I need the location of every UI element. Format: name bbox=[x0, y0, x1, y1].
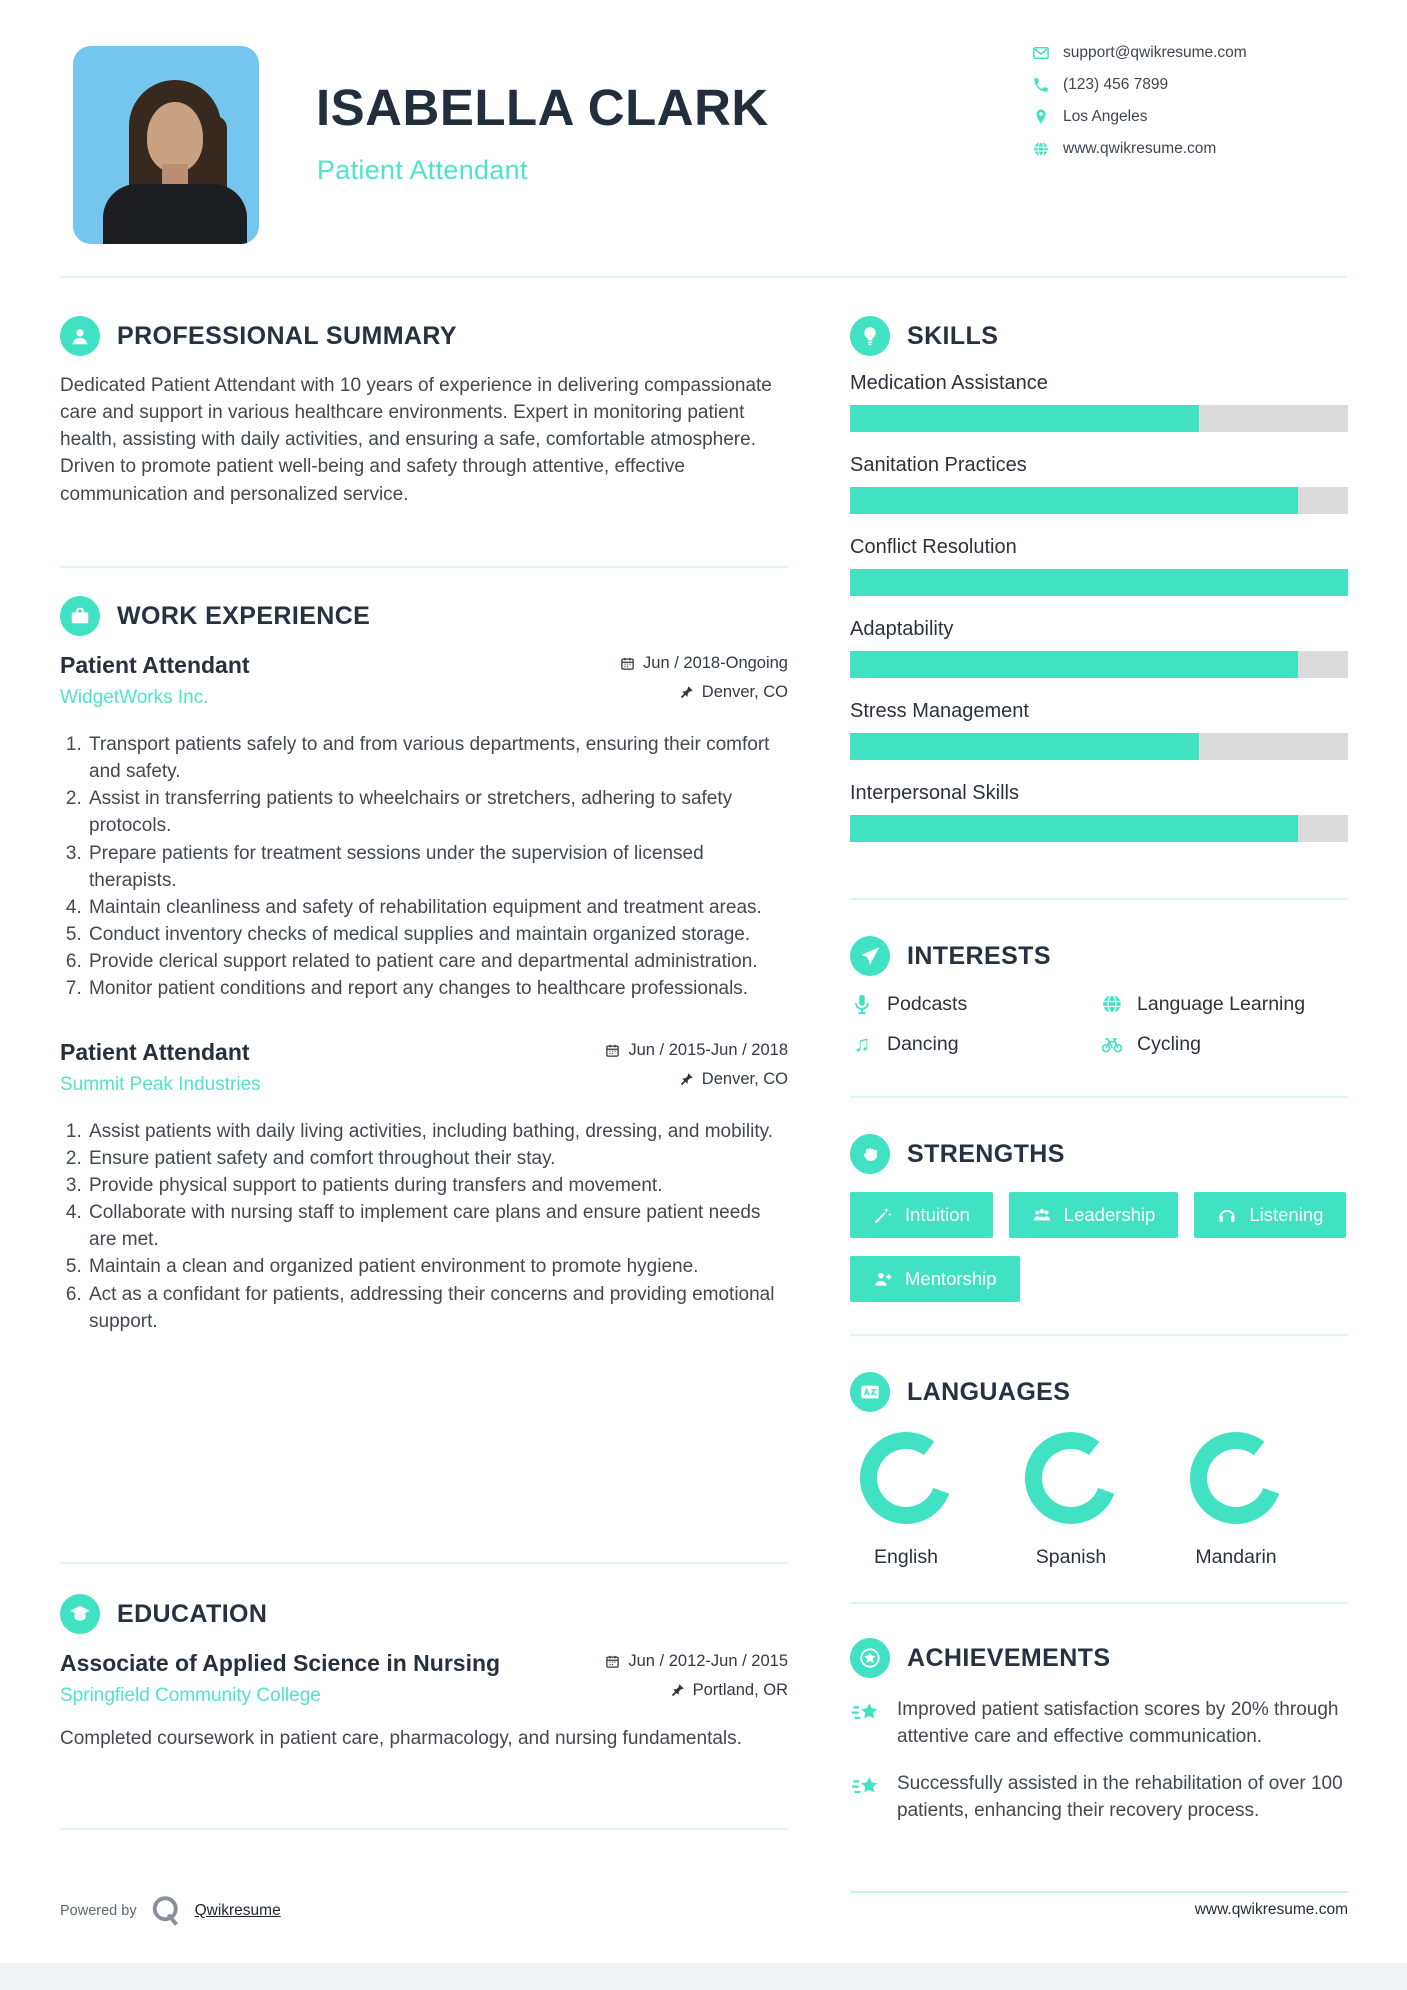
strengths-section-header bbox=[850, 1134, 1348, 1174]
summary-section-header bbox=[60, 316, 788, 356]
divider bbox=[850, 1096, 1348, 1098]
skill-bar-track bbox=[850, 815, 1348, 842]
pushpin-icon bbox=[679, 685, 694, 700]
strength-label: Listening bbox=[1249, 1204, 1324, 1225]
footer-website-url: www.qwikresume.com bbox=[1194, 1901, 1348, 1918]
job-entry bbox=[60, 1039, 788, 1335]
job-bullet: 7. Monitor patient conditions and report any changes to healthcare professionals. bbox=[87, 975, 788, 1002]
achievements-title: ACHIEVEMENTS bbox=[907, 1643, 1111, 1672]
section-achievements bbox=[850, 1638, 1348, 1825]
interest-label: Dancing bbox=[887, 1032, 959, 1055]
language-item bbox=[1025, 1432, 1117, 1569]
job-bullet-list bbox=[60, 1118, 788, 1335]
contact-location-text: Los Angeles bbox=[1063, 108, 1148, 125]
footer-divider bbox=[850, 1891, 1348, 1893]
job-bullet: 2. Ensure patient safety and comfort throughout their stay. bbox=[87, 1145, 788, 1172]
education-meta bbox=[605, 1652, 788, 1700]
skill-item bbox=[850, 782, 1348, 842]
job-bullet: 5. Conduct inventory checks of medical supplies and maintain organized storage. bbox=[87, 921, 788, 948]
skill-label: Adaptability bbox=[850, 618, 954, 640]
skill-bar-fill bbox=[850, 733, 1199, 760]
job-bullet: 2. Assist in transferring patients to wheelchairs or stretchers, adhering to safety protocols. bbox=[87, 785, 788, 839]
divider bbox=[60, 566, 788, 568]
language-progress-ring bbox=[1025, 1432, 1117, 1524]
education-date: Jun / 2012-Jun / 2015 bbox=[628, 1652, 788, 1670]
skill-bar-fill bbox=[850, 651, 1298, 678]
lightbulb-icon bbox=[850, 316, 890, 356]
skill-bar-track bbox=[850, 651, 1348, 678]
job-location-row bbox=[679, 683, 788, 702]
strength-label: Mentorship bbox=[905, 1268, 997, 1289]
skill-bar-track bbox=[850, 487, 1348, 514]
contact-phone-text: (123) 456 7899 bbox=[1063, 76, 1169, 93]
language-progress-ring bbox=[860, 1432, 952, 1524]
education-entry bbox=[60, 1650, 788, 1752]
achievement-text: Improved patient satisfaction scores by 20% through attentive care and effective communication. bbox=[897, 1699, 1339, 1748]
skill-bar-track bbox=[850, 733, 1348, 760]
achievement-item bbox=[850, 1770, 1348, 1824]
calendar-icon bbox=[605, 1654, 620, 1669]
job-bullet: 6. Act as a confidant for patients, addressing their concerns and providing emotional support. bbox=[87, 1281, 788, 1335]
strength-chip bbox=[850, 1256, 1020, 1302]
ring-hole bbox=[877, 1449, 935, 1507]
contact-email-text: support@qwikresume.com bbox=[1063, 44, 1247, 61]
job-bullet: 4. Maintain cleanliness and safety of rehabilitation equipment and treatment areas. bbox=[87, 894, 788, 921]
globe-icon bbox=[1100, 992, 1124, 1016]
fist-icon bbox=[850, 1134, 890, 1174]
job-bullet: 3. Provide physical support to patients during transfers and movement. bbox=[87, 1172, 788, 1199]
strength-chip bbox=[850, 1192, 993, 1238]
footer-powered-by bbox=[60, 1893, 281, 1929]
graduation-cap-icon bbox=[60, 1594, 100, 1634]
job-location: Denver, CO bbox=[701, 1069, 788, 1088]
location-pin-icon bbox=[1032, 108, 1050, 126]
star-medal-icon bbox=[850, 1638, 890, 1678]
qwikresume-logo-icon bbox=[148, 1893, 184, 1929]
summary-text: Dedicated Patient Attendant with 10 years of experience in delivering compassionate care and support in various healthcare environments. Expert in monitoring patient health, assisting with daily activities, and ensuring a safe, comfortable atmosphere. Driven to promote patient well-being and safety through attentive, effective communication and personalized service. bbox=[60, 375, 772, 505]
language-item bbox=[860, 1432, 952, 1569]
interests-title: INTERESTS bbox=[907, 941, 1051, 970]
translate-icon bbox=[850, 1372, 890, 1412]
achievements-list bbox=[850, 1696, 1348, 1825]
job-bullet: 1. Transport patients safely to and from various departments, ensuring their comfort and safety. bbox=[87, 731, 788, 785]
language-item bbox=[1190, 1432, 1282, 1569]
headphones-icon bbox=[1217, 1205, 1237, 1225]
skill-label: Medication Assistance bbox=[850, 372, 1048, 394]
job-bullet: 5. Maintain a clean and organized patient environment to promote hygiene. bbox=[87, 1253, 788, 1280]
contact-phone bbox=[1032, 76, 1247, 94]
strengths-list bbox=[850, 1192, 1348, 1302]
job-date-row bbox=[605, 1041, 788, 1060]
job-bullet: 1. Assist patients with daily living activities, including bathing, dressing, and mobility. bbox=[87, 1118, 788, 1145]
person-plus-icon bbox=[873, 1269, 893, 1289]
ring-hole bbox=[1042, 1449, 1100, 1507]
summary-title: PROFESSIONAL SUMMARY bbox=[117, 321, 457, 350]
section-strengths bbox=[850, 1134, 1348, 1302]
work-title: WORK EXPERIENCE bbox=[117, 601, 371, 630]
briefcase-icon bbox=[60, 596, 100, 636]
skill-bar-track bbox=[850, 405, 1348, 432]
magic-wand-icon bbox=[873, 1205, 893, 1225]
education-title: EDUCATION bbox=[117, 1599, 268, 1628]
paper-plane-icon bbox=[850, 936, 890, 976]
profile-photo bbox=[73, 46, 259, 244]
interest-label: Cycling bbox=[1137, 1032, 1201, 1055]
interests-list bbox=[850, 992, 1348, 1056]
language-label: English bbox=[874, 1546, 938, 1568]
section-languages bbox=[850, 1372, 1348, 1569]
job-title: Patient Attendant bbox=[60, 652, 250, 678]
section-professional-summary bbox=[60, 316, 788, 508]
education-location-row bbox=[670, 1681, 788, 1700]
calendar-icon bbox=[620, 656, 635, 671]
skill-label: Sanitation Practices bbox=[850, 454, 1027, 476]
candidate-name: ISABELLA CLARK bbox=[316, 79, 769, 136]
divider bbox=[60, 1828, 788, 1830]
skill-bar-fill bbox=[850, 405, 1199, 432]
interest-item bbox=[1100, 992, 1348, 1016]
divider bbox=[850, 1334, 1348, 1336]
education-description: Completed coursework in patient care, pharmacology, and nursing fundamentals. bbox=[60, 1728, 742, 1749]
interest-item bbox=[850, 1032, 1100, 1056]
team-icon bbox=[1032, 1205, 1052, 1225]
education-location: Portland, OR bbox=[692, 1681, 788, 1699]
powered-by-label: Powered by bbox=[60, 1903, 137, 1919]
work-section-header bbox=[60, 596, 788, 636]
strength-chip bbox=[1194, 1192, 1346, 1238]
skill-label: Conflict Resolution bbox=[850, 536, 1017, 558]
skill-item bbox=[850, 618, 1348, 678]
skills-section-header bbox=[850, 316, 1348, 356]
job-entry bbox=[60, 652, 788, 1003]
page-bottom-strip bbox=[0, 1963, 1407, 1990]
job-meta bbox=[605, 1041, 788, 1089]
ring-hole bbox=[1207, 1449, 1265, 1507]
skill-item bbox=[850, 536, 1348, 596]
strength-chip bbox=[1009, 1192, 1179, 1238]
strengths-title: STRENGTHS bbox=[907, 1139, 1065, 1168]
divider bbox=[850, 1602, 1348, 1604]
job-bullet: 6. Provide clerical support related to patient care and departmental administration. bbox=[87, 948, 788, 975]
achievement-item bbox=[850, 1696, 1348, 1750]
skill-label: Interpersonal Skills bbox=[850, 782, 1019, 804]
skill-bar-fill bbox=[850, 487, 1298, 514]
achievements-section-header bbox=[850, 1638, 1348, 1678]
strength-label: Intuition bbox=[905, 1204, 970, 1225]
contact-website bbox=[1032, 140, 1247, 158]
language-label: Mandarin bbox=[1195, 1546, 1277, 1568]
section-skills bbox=[850, 316, 1348, 864]
shooting-star-icon bbox=[850, 1772, 882, 1804]
user-icon bbox=[60, 316, 100, 356]
shooting-star-icon bbox=[850, 1698, 882, 1730]
education-date-row bbox=[605, 1652, 788, 1671]
interest-label: Language Learning bbox=[1137, 992, 1306, 1015]
divider bbox=[850, 898, 1348, 900]
languages-section-header bbox=[850, 1372, 1348, 1412]
job-date: Jun / 2018-Ongoing bbox=[643, 654, 788, 672]
job-bullet-list bbox=[60, 731, 788, 1003]
language-label: Spanish bbox=[1035, 1546, 1107, 1568]
job-bullet: 4. Collaborate with nursing staff to implement care plans and ensure patient needs are met. bbox=[87, 1199, 788, 1253]
interest-item bbox=[1100, 1032, 1348, 1056]
strength-label: Leadership bbox=[1063, 1204, 1156, 1225]
degree-name: Associate of Applied Science in Nursing bbox=[60, 1650, 501, 1676]
section-education bbox=[60, 1594, 788, 1752]
skill-item bbox=[850, 372, 1348, 432]
photo-blazer-shape bbox=[103, 184, 247, 244]
interest-label: Podcasts bbox=[887, 992, 968, 1015]
music-note-icon: ♫ bbox=[853, 1031, 871, 1056]
phone-icon bbox=[1032, 76, 1050, 94]
interest-item bbox=[850, 992, 1100, 1016]
photo-face-shape bbox=[147, 102, 203, 172]
skill-bar-track bbox=[850, 569, 1348, 596]
job-location: Denver, CO bbox=[701, 683, 788, 701]
email-icon bbox=[1032, 44, 1050, 62]
divider bbox=[60, 1562, 788, 1564]
qwikresume-link[interactable]: Qwikresume bbox=[194, 1902, 281, 1919]
pushpin-icon bbox=[670, 1683, 685, 1698]
skill-item bbox=[850, 454, 1348, 514]
skill-item bbox=[850, 700, 1348, 760]
language-progress-ring bbox=[1190, 1432, 1282, 1524]
skills-title: SKILLS bbox=[907, 321, 999, 350]
job-company: Summit Peak Industries bbox=[60, 1073, 261, 1095]
contact-website-text: www.qwikresume.com bbox=[1063, 140, 1217, 157]
candidate-job-title: Patient Attendant bbox=[317, 155, 528, 185]
languages-title: LANGUAGES bbox=[907, 1377, 1071, 1406]
contact-info bbox=[1032, 44, 1247, 158]
skill-bar-fill bbox=[850, 815, 1298, 842]
job-date: Jun / 2015-Jun / 2018 bbox=[628, 1040, 788, 1059]
education-section-header bbox=[60, 1594, 788, 1634]
section-work-experience bbox=[60, 596, 788, 1335]
skill-bar-fill bbox=[850, 569, 1348, 596]
skills-list bbox=[850, 372, 1348, 842]
job-location-row bbox=[679, 1070, 788, 1089]
job-title: Patient Attendant bbox=[60, 1038, 250, 1065]
job-meta bbox=[620, 654, 788, 702]
job-company: WidgetWorks Inc. bbox=[60, 687, 209, 708]
languages-list bbox=[850, 1432, 1348, 1569]
calendar-icon bbox=[605, 1043, 620, 1058]
globe-icon bbox=[1032, 140, 1050, 158]
skill-label: Stress Management bbox=[850, 700, 1029, 722]
section-interests bbox=[850, 936, 1348, 1056]
job-bullet: 3. Prepare patients for treatment sessions under the supervision of licensed therapists. bbox=[87, 840, 788, 894]
contact-email bbox=[1032, 44, 1247, 62]
job-date-row bbox=[620, 654, 788, 673]
achievement-text: Successfully assisted in the rehabilitation of over 100 patients, enhancing their recovery process. bbox=[897, 1773, 1343, 1822]
bicycle-icon bbox=[1100, 1032, 1124, 1056]
microphone-icon bbox=[850, 992, 874, 1016]
interests-section-header bbox=[850, 936, 1348, 976]
header-divider bbox=[60, 276, 1347, 278]
pushpin-icon bbox=[679, 1072, 694, 1087]
school-name: Springfield Community College bbox=[60, 1685, 321, 1706]
contact-location bbox=[1032, 108, 1247, 126]
